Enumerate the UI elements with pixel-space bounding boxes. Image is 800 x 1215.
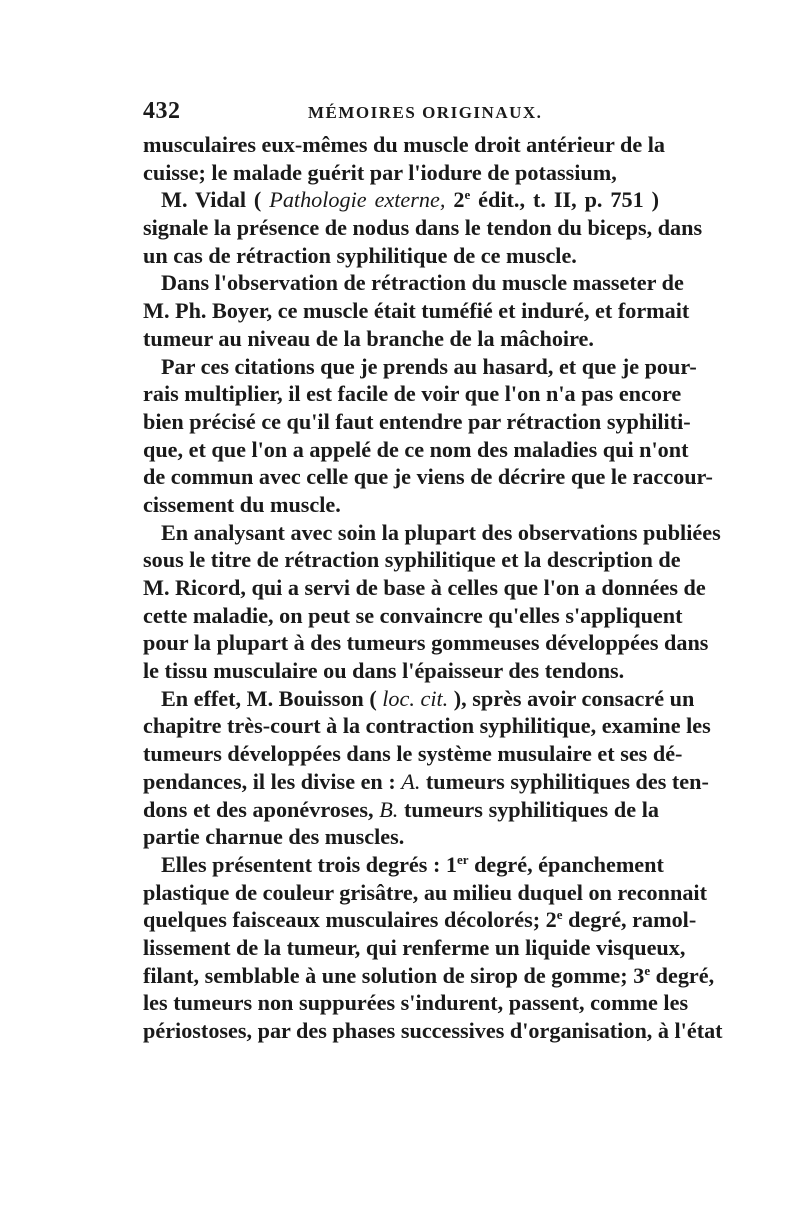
text-run: M. Ph. Boyer, ce muscle était tuméfié et induré, et formait — [143, 298, 690, 324]
text-run: ), sprès avoir consacré un — [448, 685, 695, 711]
text-run: les tumeurs non suppurées s'indurent, passent, comme les — [143, 990, 689, 1016]
text-line — [143, 851, 664, 879]
text-run: signale la présence de nodus dans le tendon du biceps, dans — [143, 215, 703, 241]
text-line — [143, 380, 682, 408]
text-run: un cas de rétraction syphilitique de ce muscle. — [143, 242, 577, 268]
text-run: En analysant avec soin la plupart des observations publiées — [161, 519, 721, 545]
text-line — [143, 214, 703, 242]
text-run: partie charnue des muscles. — [143, 824, 405, 850]
text-line — [143, 269, 684, 297]
text-line — [143, 574, 706, 602]
text-line — [143, 353, 697, 381]
text-run: sous le titre de rétraction syphilitique et la description de — [143, 547, 681, 573]
superscript: e — [644, 962, 651, 978]
page-number: 432 — [143, 98, 181, 124]
text-line — [143, 629, 709, 657]
italic-text: A. — [401, 768, 421, 794]
text-run: que, et que l'on a appelé de ce nom des maladies qui n'ont — [143, 436, 689, 462]
text-run: bien précisé ce qu'il faut entendre par rétraction syphiliti- — [143, 408, 691, 434]
text-run: M. Ricord, qui a servi de base à celles que l'on a données de — [143, 575, 706, 600]
text-line — [143, 823, 659, 851]
text-run: tumeurs syphilitiques de la — [398, 796, 659, 822]
text-run: le tissu musculaire ou dans l'épaisseur des tendons. — [143, 658, 625, 684]
text-run: Dans l'observation de rétraction du muscle masseter de — [161, 270, 684, 296]
text-line — [143, 131, 665, 159]
text-line — [143, 768, 709, 796]
text-run: chapitre très-court à la contraction syphilitique, examine les — [143, 713, 711, 739]
text-run: degré, — [650, 962, 715, 988]
text-line — [143, 297, 690, 325]
text-run: lissement de la tumeur, qui renferme un liquide visqueux, — [143, 934, 686, 960]
text-run: plastique de couleur grisâtre, au milieu duquel on reconnait — [143, 879, 707, 905]
text-line — [143, 712, 711, 740]
text-run: filant, semblable à une solution de sirop de gomme; 3 — [143, 962, 645, 988]
text-line — [143, 685, 695, 713]
text-run: cissement du muscle. — [143, 491, 341, 517]
text-run: tumeur au niveau de la branche de la mâchoire. — [143, 325, 594, 351]
text-line — [143, 463, 713, 491]
text-line — [143, 879, 707, 907]
running-title: MÉMOIRES ORIGINAUX. — [308, 103, 543, 122]
text-line — [143, 546, 681, 574]
text-line — [143, 159, 659, 187]
text-run: pour la plupart à des tumeurs gommeuses développées dans — [143, 630, 709, 656]
body-text — [143, 131, 723, 1045]
text-run: cette maladie, on peut se convaincre qu'elles s'appliquent — [143, 602, 683, 628]
text-run: dons et des aponévroses, — [143, 796, 380, 822]
text-line — [143, 325, 659, 353]
text-run: degré, ramol- — [562, 907, 697, 933]
text-run: tumeurs syphilitiques des ten- — [420, 768, 709, 794]
superscript: e — [556, 907, 563, 923]
text-line — [143, 989, 689, 1017]
text-run: Elles présentent trois degrés : 1 — [161, 851, 457, 877]
text-line — [143, 962, 715, 990]
italic-text: loc. cit. — [382, 685, 449, 711]
text-run: Par ces citations que je prends au hasard, et que je pour- — [161, 353, 697, 379]
italic-text: Pathologie externe, — [269, 187, 446, 213]
text-run: quelques faisceaux musculaires décolorés; 2 — [143, 907, 557, 933]
text-run: rais multiplier, il est facile de voir que l'on n'a pas encore — [143, 381, 682, 407]
text-run: musculaires eux-mêmes du muscle droit antérieur de la — [143, 132, 665, 157]
text-line — [143, 657, 659, 685]
italic-text: B. — [379, 796, 399, 822]
text-run: En effet, M. Bouisson ( — [161, 685, 383, 711]
superscript: er — [457, 851, 469, 867]
text-line — [143, 408, 691, 436]
text-line — [143, 242, 659, 270]
text-line — [143, 1017, 723, 1045]
text-run: périostoses, par des phases successives d'organisation, à l'état — [143, 1018, 723, 1043]
text-line — [143, 796, 659, 824]
text-line — [143, 186, 659, 214]
text-run: 2 — [445, 187, 465, 213]
text-line — [143, 436, 689, 464]
text-line — [143, 906, 697, 934]
text-line — [143, 740, 683, 768]
superscript: e — [464, 187, 471, 203]
text-run: pendances, il les divise en : — [143, 768, 402, 794]
text-run: de commun avec celle que je viens de décrire que le raccour- — [143, 464, 713, 490]
text-run: M. Vidal ( — [161, 187, 270, 213]
text-run: tumeurs développées dans le système musulaire et ses dé- — [143, 741, 683, 767]
text-line — [143, 491, 659, 519]
text-run: degré, épanchement — [468, 851, 664, 877]
text-line — [143, 602, 683, 630]
text-run: cuisse; le malade guérit par l'iodure de potassium, — [143, 159, 617, 185]
text-line — [143, 519, 721, 547]
text-line — [143, 934, 686, 962]
page-header — [143, 98, 659, 126]
text-run: édit., t. II, p. 751 ) — [470, 187, 660, 213]
